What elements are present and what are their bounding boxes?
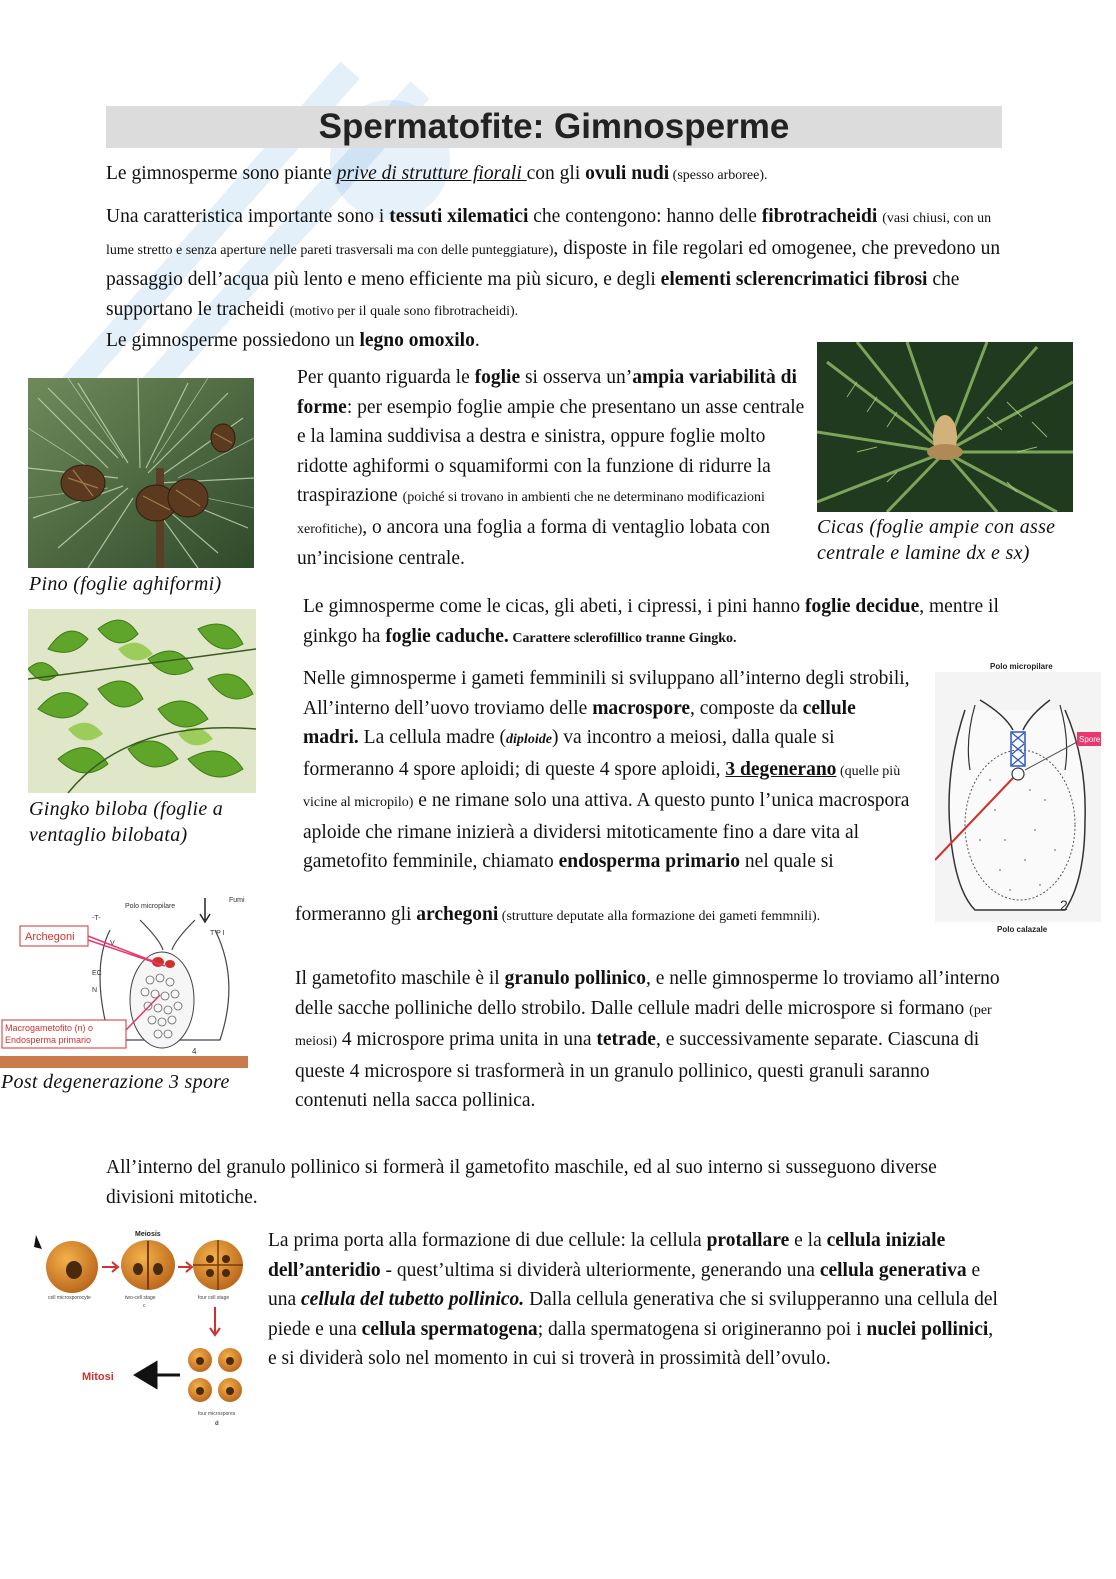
pine-image xyxy=(28,378,254,568)
xylem-bold-1: tessuti xilematici xyxy=(389,206,529,227)
leaves-text-3: : per esempio foglie ampie che presentano un asse centrale e la lamina suddivisa a destra e sinistra, oppure foglie molto ridotte aghiformi o squamiformi con la funzione di ridurre la traspirazione xyxy=(297,396,805,506)
post-top-label: Polo micropilare xyxy=(125,903,176,910)
post-number: 4 xyxy=(192,1047,197,1056)
gingko-caption: Gingko biloba (foglie a ventaglio bilobata) xyxy=(29,798,224,846)
ovule-top-label: Polo micropilare xyxy=(990,662,1053,671)
deciduous-bold-1: foglie decidue xyxy=(804,596,920,617)
first-bold-italic: cellula del tubetto pollinico. xyxy=(301,1289,525,1310)
female-text-2: , composte da xyxy=(690,697,803,719)
male-text-4: , e successivamente separate. Ciascuna di queste 4 microspore si trasformerà in un granulo pollinico, questi granuli saranno contenuti nella sacca pollinica. xyxy=(295,1029,980,1111)
intro-paragraph xyxy=(106,159,1006,191)
female-text-3: La cellula madre ( xyxy=(358,727,507,748)
pollen-cell-c-label: c xyxy=(143,1303,146,1309)
cicas-image xyxy=(817,342,1073,512)
female-small-1: (quelle più vicine al micropilo) xyxy=(303,763,901,810)
deciduous-paragraph xyxy=(303,592,1003,653)
post-label-n: N xyxy=(92,987,98,994)
intro-text-2: con gli xyxy=(526,163,586,184)
female-text-6: nel quale si xyxy=(740,851,834,872)
ovule-spore-tag: Spore xyxy=(1079,735,1101,744)
male-small-1: (per meiosi) xyxy=(295,1002,992,1049)
post-caption: Post degenerazione 3 spore xyxy=(1,1071,230,1093)
xylem-text-5: Le gimnosperme possiedono un xyxy=(106,330,360,351)
post-corner-label: Fumi xyxy=(229,897,245,904)
post-label-tpi: T P I xyxy=(210,930,225,937)
xylem-text-3: , disposte in file regolari ed omogenee, che prevedono un passaggio dell’acqua più lento e meno efficiente ma più sicuro, e degli xyxy=(106,237,1001,290)
post-macro-label-1: Macrogametofito (n) o xyxy=(5,1023,94,1033)
leaves-text-2: si osserva un’ xyxy=(520,367,633,388)
female-text-4: ) va incontro a meiosi, dalla quale si formeranno 4 spore aploidi; di queste 4 spore aploidi, xyxy=(303,727,835,780)
post-label-t: -T- xyxy=(92,915,101,922)
xylem-text-1: Una caratteristica importante sono i xyxy=(106,206,390,227)
male-paragraph xyxy=(295,964,1000,1116)
leaves-small-1: (poiché si trovano in ambienti che ne determinano modificazioni xerofitiche) xyxy=(297,490,765,537)
female-text-7: formeranno gli xyxy=(295,904,417,925)
female-text-1: Nelle gimnosperme i gameti femminili si sviluppano all’interno degli strobili, All’interno dell’uovo troviamo delle xyxy=(303,668,910,719)
first-bold-4: cellula spermatogena xyxy=(361,1318,538,1340)
deciduous-text-2: , mentre il ginkgo ha xyxy=(303,596,999,647)
first-text-1: La prima porta alla formazione di due cellule: la cellula xyxy=(268,1230,707,1251)
pollen-d-label: d xyxy=(215,1421,219,1427)
intro-text: Le gimnosperme sono piante xyxy=(106,163,337,184)
pollen-figure xyxy=(30,1225,255,1430)
leaves-paragraph xyxy=(297,363,809,574)
pollen-cell-1-label: cell microsporocyte xyxy=(48,1295,91,1301)
female-paragraph-cont xyxy=(295,900,905,932)
xylem-text-4: che supportano le tracheidi xyxy=(106,269,960,320)
cicas-caption: Cicas (foglie ampie con asse centrale e lamine dx e sx) xyxy=(817,516,1056,564)
leaves-text-4: , o ancora una foglia a forma di ventaglio lobata con un’incisione centrale. xyxy=(297,516,771,569)
first-text-4: e una xyxy=(268,1259,981,1310)
deciduous-bold-2: foglie caduche. xyxy=(385,625,509,647)
deciduous-small-1: Carattere sclerofillico tranne Gingko. xyxy=(508,630,737,646)
female-bold-1: macrospore xyxy=(592,697,691,719)
first-bold-5: nuclei pollinici xyxy=(866,1318,989,1340)
xylem-bold-4: legno omoxilo xyxy=(359,330,475,351)
female-small-2: (strutture deputate alla formazione dei gameti femmnili). xyxy=(498,909,821,924)
leaves-bold-2: ampia variabilità di forme xyxy=(297,367,797,418)
post-archegoni-label: Archegoni xyxy=(25,931,75,943)
female-bold-2: cellule madri. xyxy=(303,697,856,748)
xylem-bold-2: fibrotracheidi xyxy=(761,206,878,227)
post-label-v: V xyxy=(110,940,115,947)
first-text-7: , e si dividerà solo nel momento in cui si troverà in prossimità dell’ovulo. xyxy=(268,1318,994,1369)
xylem-paragraph xyxy=(106,202,1001,356)
pollen-cell-3-label: four cell stage xyxy=(198,1295,230,1301)
post-label-ec: EC xyxy=(92,970,102,977)
first-bold-3: cellula generativa xyxy=(819,1259,967,1281)
intro-bold: ovuli nudi xyxy=(585,163,670,184)
page-title: Spermatofite: Gimnosperme xyxy=(318,107,790,146)
pine-caption: Pino (foglie aghiformi) xyxy=(29,573,222,595)
female-bold-underline: 3 degenerano xyxy=(725,758,837,780)
gingko-image xyxy=(28,609,256,793)
female-paragraph xyxy=(303,664,915,877)
post-macro-label-2: Endosperma primario xyxy=(5,1035,92,1045)
ovule-figure xyxy=(935,660,1101,935)
first-text-3: - quest’ultima si dividerà ulteriormente, generando una xyxy=(380,1259,820,1281)
male-text-1: Il gametofito maschile è il xyxy=(295,968,505,989)
female-bold-3: endosperma primario xyxy=(558,851,741,872)
ovule-number: 2 xyxy=(1060,897,1068,913)
female-bold-4: archegoni xyxy=(416,904,499,925)
xylem-small-2: (motivo per il quale sono fibrotracheidi). xyxy=(289,303,519,319)
pollen-meiosis-label: Meiosis xyxy=(135,1231,161,1238)
pollen-mitosis-label: Mitosi xyxy=(82,1371,114,1383)
deciduous-text-1: Le gimnosperme come le cicas, gli abeti, i cipressi, i pini hanno xyxy=(303,596,805,617)
xylem-bold-3: elementi sclerencrimatici fibrosi xyxy=(660,269,928,290)
first-bold-1: protallare xyxy=(706,1230,790,1251)
male-text-3: 4 microspore prima unita in una xyxy=(337,1029,597,1050)
first-text-6: ; dalla spermatogena si origineranno poi i xyxy=(537,1318,867,1340)
female-bold-italic: diploide xyxy=(506,732,552,747)
leaves-text-1: Per quanto riguarda le xyxy=(297,367,475,388)
male-text-2: , e nelle gimnosperme lo troviamo all’interno delle sacche polliniche dello strobilo. Dalle cellule madri delle microspore si formano xyxy=(295,968,1000,1019)
inside-paragraph: All’interno del granulo pollinico si formerà il gametofito maschile, ed al suo interno si susseguono diverse divisioni mitotiche. xyxy=(106,1157,937,1208)
intro-small: (spesso arboree). xyxy=(669,168,768,183)
first-bold-2: cellula iniziale dell’anteridio xyxy=(268,1230,946,1281)
first-division-paragraph xyxy=(268,1226,1003,1374)
post-degeneration-figure xyxy=(0,890,248,1068)
male-bold-2: tetrade xyxy=(596,1029,656,1050)
pollen-cell-2-label: two-cell stage xyxy=(125,1295,156,1301)
ovule-bottom-label: Polo calazale xyxy=(997,925,1048,934)
leaves-bold-1: foglie xyxy=(474,367,521,388)
female-text-5: e ne rimane solo una attiva. A questo punto l’unica macrospora aploide che rimane inizierà a dividersi mitoticamente fino a dare vita al gametofito femminile, chiamato xyxy=(303,790,910,872)
intro-underlined: prive di strutture fiorali xyxy=(336,163,527,184)
pollen-cell-4-label: four microspores xyxy=(198,1411,236,1417)
male-bold-1: granulo pollinico xyxy=(504,968,646,989)
first-text-5: Dalla cellula generativa che si svilupperanno una cellula del piede e una xyxy=(268,1289,998,1340)
xylem-small-1: (vasi chiusi, con un lume stretto e senza aperture nelle pareti trasversali ma con delle punteggiature) xyxy=(106,211,992,258)
first-text-2: e la xyxy=(789,1230,827,1251)
xylem-text-6: . xyxy=(474,330,480,351)
xylem-text-2: che contengono: hanno delle xyxy=(528,206,762,227)
